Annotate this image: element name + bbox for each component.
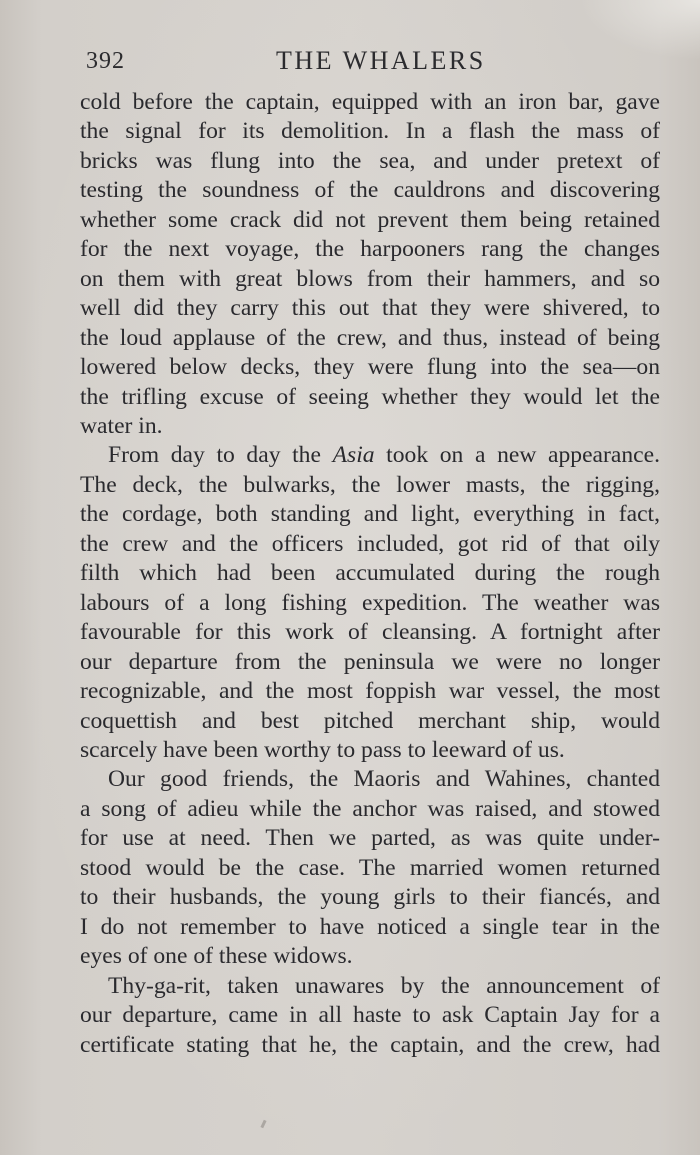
page-number: 392 [86,48,125,74]
text-line: eyes of one of these widows. [80,943,353,970]
ship-name-italic: Asia [332,442,375,469]
text-line: scarcely have been worthy to pass to leeward of us. [80,736,565,763]
text-line: recognizable, and the most foppish war vessel, the most [80,678,660,705]
text-line: to their husbands, the young girls to their fiancés, and [80,884,660,911]
text-line: lowered below decks, they were flung into the sea—on [80,354,660,381]
text-line: our departure from the peninsula we were no longer [80,648,660,675]
text-line: cold before the captain, equipped with an iron bar, gave [80,89,660,115]
text-line: for the next voyage, the harpooners rang the changes [80,236,660,263]
text-line: I do not remember to have noticed a single tear in the [80,913,660,940]
text-line: filth which had been accumulated during the rough [80,560,660,587]
text-line: labours of a long fishing expedition. The weather was [80,589,660,616]
text-line: for use at need. Then we parted, as was quite under- [80,825,660,852]
paragraph-start-line: Our good friends, the Maoris and Wahines, chanted [108,766,660,793]
text-line: bricks was flung into the sea, and under pretext of [80,147,660,174]
text-line: favourable for this work of cleansing. A fortnight after [80,619,660,646]
text-line: whether some crack did not prevent them being retained [80,206,660,233]
text-line: water in. [80,412,163,439]
text-line: certificate stating that he, the captain, and the crew, had [80,1031,660,1058]
page-header [86,40,662,80]
paper-speck [260,1120,266,1129]
text-line: our departure, came in all haste to ask Captain Jay for a [80,1002,660,1029]
paragraph-start-line: Thy-ga-rit, taken unawares by the announcement of [108,972,660,999]
text-line: stood would be the case. The married women returned [80,854,660,881]
text-line: the signal for its demolition. In a flash the mass of [80,118,660,145]
text-line: coquettish and best pitched merchant ship, would [80,707,660,734]
text-line: well did they carry this out that they were shivered, to [80,295,660,322]
text-segment: took on a new appearance. [374,442,660,469]
text-line: the trifling excuse of seeing whether they would let the [80,383,660,410]
body-text [80,88,660,1060]
text-line: testing the soundness of the cauldrons and discovering [80,177,660,204]
text-line: The deck, the bulwarks, the lower masts, the rigging, [80,471,660,498]
paragraph-start-line [80,441,660,470]
text-line: the loud applause of the crew, and thus, instead of being [80,324,660,351]
text-line: the cordage, both standing and light, everything in fact, [80,501,660,528]
text-segment: From day to day the [108,442,333,469]
text-line: on them with great blows from their hammers, and so [80,265,660,292]
text-line: the crew and the officers included, got rid of that oily [80,530,660,557]
text-line: a song of adieu while the anchor was raised, and stowed [80,795,660,822]
running-head: THE WHALERS [276,46,486,75]
